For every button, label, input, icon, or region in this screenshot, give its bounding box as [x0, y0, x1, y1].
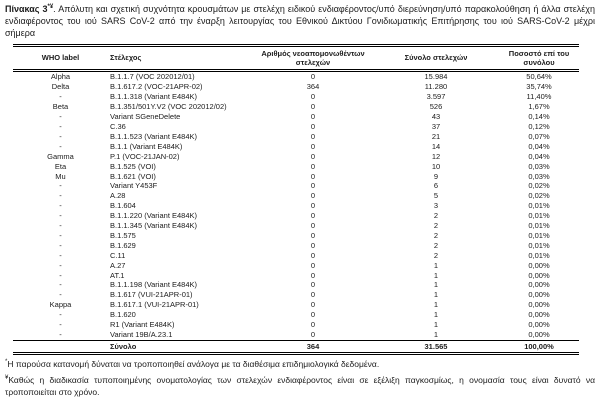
- cell-total-count: 21: [431, 131, 441, 141]
- cell-new-count: 0: [310, 240, 316, 250]
- cell-total-count: 11.280: [424, 82, 448, 92]
- cell-strain: Variant 19B/A.23.1: [110, 330, 173, 340]
- table-row: [13, 132, 579, 142]
- cell-percent: 0,00%: [528, 280, 550, 290]
- cell-percent: 0,01%: [528, 201, 550, 211]
- cell-who-label: Beta: [52, 102, 69, 112]
- cell-who-label: -: [59, 330, 62, 340]
- total-row: [13, 340, 579, 353]
- cell-new-count: 0: [310, 230, 316, 240]
- cell-who-label: -: [59, 191, 62, 201]
- table-header: [13, 45, 579, 71]
- cell-new-count: 0: [310, 92, 316, 102]
- table-row: [13, 290, 579, 300]
- cell-strain: B.1.1.7 (VOC 202012/01): [110, 72, 195, 82]
- cell-who-label: -: [59, 320, 62, 330]
- table-row: [13, 221, 579, 231]
- table-row: [13, 211, 579, 221]
- cell-strain: B.1.617.2 (VOC-21APR-02): [110, 82, 203, 92]
- cell-percent: 0,14%: [528, 112, 550, 122]
- table-row: [13, 320, 579, 330]
- cell-new-count: 0: [310, 280, 316, 290]
- cell-percent: 0,01%: [528, 221, 550, 231]
- cell-percent: 0,04%: [528, 141, 550, 151]
- cell-percent: 0,03%: [528, 161, 550, 171]
- cell-strain: AT.1: [110, 270, 125, 280]
- cell-percent: 0,00%: [528, 330, 550, 340]
- cell-who-label: -: [59, 240, 62, 250]
- cell-strain: C.11: [110, 250, 126, 260]
- cell-percent: 1,67%: [528, 102, 550, 112]
- cell-strain: B.1.604: [110, 201, 136, 211]
- cell-who-label: -: [59, 181, 62, 191]
- caption-footnote-markers: *¥: [47, 4, 54, 10]
- cell-total-count: 1: [433, 330, 439, 340]
- cell-who-label: -: [59, 112, 62, 122]
- cell-total-count: 15.984: [424, 72, 448, 82]
- footnote-2: [5, 374, 595, 399]
- table-row: [13, 82, 579, 92]
- table-caption: [5, 3, 595, 40]
- cell-who-label: -: [59, 221, 62, 231]
- cell-who-label: -: [59, 201, 62, 211]
- cell-total-count: 1: [433, 260, 439, 270]
- cell-who-label: -: [59, 141, 62, 151]
- cell-total-count: 12: [431, 151, 441, 161]
- cell-percent: 0,00%: [528, 290, 550, 300]
- cell-percent: 0,02%: [528, 191, 550, 201]
- cell-new-count: 0: [310, 102, 316, 112]
- caption-label: [5, 4, 53, 14]
- table-row: [13, 142, 579, 152]
- cell-new-count: 0: [310, 310, 316, 320]
- cell-who-label: -: [59, 92, 62, 102]
- footnote-1-marker: *: [5, 359, 8, 366]
- cell-who-label: Kappa: [49, 300, 72, 310]
- table-row: [13, 92, 579, 102]
- table-row: [13, 181, 579, 191]
- cell-total-count: 2: [433, 230, 439, 240]
- cell-who-label: Eta: [54, 161, 67, 171]
- total-new-count: 364: [306, 341, 320, 351]
- cell-total-count: 2: [433, 240, 439, 250]
- footnote-1-text: Η παρούσα κατανομή δύναται να τροποποιηθεί ανάλογα με τα διαθέσιμα επιδημιολογικά δεδομένα.: [7, 358, 380, 369]
- cell-total-count: 2: [433, 211, 439, 221]
- table-row: [13, 330, 579, 340]
- cell-new-count: 0: [310, 141, 316, 151]
- cell-who-label: -: [59, 310, 62, 320]
- cell-new-count: 0: [310, 270, 316, 280]
- cell-total-count: 526: [429, 102, 443, 112]
- cell-total-count: 1: [433, 290, 439, 300]
- table-row: [13, 152, 579, 162]
- cell-new-count: 0: [310, 181, 316, 191]
- table-row: [13, 172, 579, 182]
- table-row: [13, 251, 579, 261]
- cell-total-count: 6: [433, 181, 439, 191]
- cell-new-count: 0: [310, 221, 316, 231]
- header-who-label: WHO label: [41, 53, 80, 63]
- caption-number: Πίνακας 3: [5, 4, 48, 14]
- cell-new-count: 0: [310, 211, 316, 221]
- caption-text: . Απόλυτη και σχετική συχνότητα κρουσμάτων με στελέχη ειδικού ενδιαφέροντος/υπό διερεύνηση/υπό παρακολούθηση ή άλλα στελέχη ενδιαφέροντος του ιού SARS CoV-2 από την έναρξη λειτουργίας του Εθνικού Δικτύου Γονιδιωματικής Επιτήρησης του ιού SARS-CoV-2 μέχρι σήμερα: [5, 4, 595, 39]
- table-footer: [13, 340, 579, 353]
- header-row: [13, 45, 579, 71]
- cell-percent: 0,07%: [528, 131, 550, 141]
- cell-total-count: 43: [431, 112, 441, 122]
- cell-who-label: -: [59, 280, 62, 290]
- table-row: [13, 300, 579, 310]
- cell-total-count: 1: [433, 300, 439, 310]
- cell-who-label: -: [59, 290, 62, 300]
- cell-strain: B.1.1 (Variant E484K): [110, 141, 183, 151]
- table-row: [13, 271, 579, 281]
- cell-percent: 0,00%: [528, 320, 550, 330]
- cell-new-count: 0: [310, 171, 316, 181]
- cell-new-count: 0: [310, 330, 316, 340]
- cell-new-count: 0: [310, 151, 316, 161]
- cell-who-label: -: [59, 131, 62, 141]
- cell-strain: C.36: [110, 121, 126, 131]
- table-row: [13, 310, 579, 320]
- header-percent: Ποσοστό επί του συνόλου: [508, 48, 570, 68]
- footnote-2-marker: ¥: [5, 374, 9, 381]
- cell-total-count: 14: [431, 141, 441, 151]
- cell-strain: B.1.1.345 (Variant E484K): [110, 221, 197, 231]
- cell-percent: 0,00%: [528, 310, 550, 320]
- cell-new-count: 0: [310, 201, 316, 211]
- cell-strain: Variant SGeneDelete: [110, 112, 181, 122]
- table-row: [13, 231, 579, 241]
- cell-who-label: Alpha: [50, 72, 71, 82]
- cell-strain: B.1.1.198 (Variant E484K): [110, 280, 197, 290]
- cell-strain: A.28: [110, 191, 126, 201]
- cell-who-label: Mu: [55, 171, 66, 181]
- cell-total-count: 9: [433, 171, 439, 181]
- cell-who-label: -: [59, 260, 62, 270]
- cell-percent: 0,00%: [528, 260, 550, 270]
- cell-total-count: 1: [433, 320, 439, 330]
- cell-percent: 0,12%: [528, 121, 550, 131]
- cell-new-count: 0: [310, 72, 316, 82]
- header-strain: Στέλεχος: [110, 53, 142, 63]
- cell-percent: 0,00%: [528, 270, 550, 280]
- cell-new-count: 0: [310, 112, 316, 122]
- header-total-count: Σύνολο στελεχών: [404, 53, 468, 63]
- cell-strain: B.1.1.523 (Variant E484K): [110, 131, 197, 141]
- cell-total-count: 1: [433, 270, 439, 280]
- cell-new-count: 0: [310, 320, 316, 330]
- table-row: [13, 191, 579, 201]
- cell-total-count: 1: [433, 310, 439, 320]
- cell-strain: B.1.620: [110, 310, 136, 320]
- cell-total-count: 3: [433, 201, 439, 211]
- table-row: [13, 162, 579, 172]
- table-row: [13, 280, 579, 290]
- cell-strain: B.1.1.318 (Variant E484K): [110, 92, 197, 102]
- table-body: [13, 71, 579, 340]
- cell-who-label: [13, 340, 108, 353]
- cell-strain: B.1.525 (VOI): [110, 161, 156, 171]
- cell-percent: 11,40%: [526, 92, 552, 102]
- cell-strain: B.1.617.1 (VUI-21APR-01): [110, 300, 199, 310]
- cell-total-count: 2: [433, 221, 439, 231]
- cell-who-label: Gamma: [47, 151, 74, 161]
- cell-strain: B.1.1.220 (Variant E484K): [110, 211, 197, 221]
- table-row: [13, 112, 579, 122]
- cell-new-count: 0: [310, 191, 316, 201]
- cell-total-count: 3.597: [426, 92, 446, 102]
- total-label: Σύνολο: [110, 341, 137, 351]
- cell-percent: 0,02%: [528, 181, 550, 191]
- cell-percent: 0,01%: [528, 250, 550, 260]
- cell-percent: 0,01%: [528, 240, 550, 250]
- cell-strain: R1 (Variant E484K): [110, 320, 175, 330]
- table-row: [13, 71, 579, 82]
- cell-new-count: 0: [310, 300, 316, 310]
- cell-new-count: 0: [310, 290, 316, 300]
- table-row: [13, 241, 579, 251]
- cell-total-count: 1: [433, 280, 439, 290]
- cell-percent: 0,03%: [528, 171, 550, 181]
- cell-strain: A.27: [110, 260, 126, 270]
- cell-total-count: 5: [433, 191, 439, 201]
- table-row: [13, 102, 579, 112]
- cell-new-count: 0: [310, 161, 316, 171]
- cell-strain: B.1.617 (VUI-21APR-01): [110, 290, 193, 300]
- cell-total-count: 37: [431, 121, 441, 131]
- total-total-count: 31.565: [424, 341, 448, 351]
- cell-strain: P.1 (VOC-21JAN-02): [110, 151, 180, 161]
- cell-percent: 50,64%: [526, 72, 552, 82]
- total-percent: 100,00%: [524, 341, 554, 351]
- variants-table: [13, 44, 579, 355]
- cell-new-count: 0: [310, 131, 316, 141]
- cell-who-label: -: [59, 211, 62, 221]
- cell-new-count: 0: [310, 250, 316, 260]
- header-new-count: Αριθμός νεοαπομονωθέντων στελεχών: [261, 48, 365, 68]
- cell-total-count: 10: [431, 161, 441, 171]
- footnote-2-text: Καθώς η διαδικασία τυποποιημένης ονοματολογίας των στελεχών ενδιαφέροντος είναι σε εξέλιξη παγκοσμίως, η ονομασία τους είναι δυνατό να τροποποιείται στο χρόνο.: [5, 374, 595, 398]
- cell-who-label: Delta: [51, 82, 70, 92]
- table-row: [13, 261, 579, 271]
- cell-strain: B.1.351/501Y.V2 (VOC 202012/02): [110, 102, 227, 112]
- cell-strain: B.1.629: [110, 240, 136, 250]
- cell-new-count: 364: [306, 82, 320, 92]
- cell-who-label: -: [59, 250, 62, 260]
- cell-percent: 0,00%: [528, 300, 550, 310]
- table-row: [13, 122, 579, 132]
- cell-percent: 0,04%: [528, 151, 550, 161]
- cell-who-label: -: [59, 270, 62, 280]
- cell-who-label: -: [59, 121, 62, 131]
- cell-percent: 0,01%: [528, 211, 550, 221]
- table-row: [13, 201, 579, 211]
- footnote-1: [5, 358, 595, 371]
- cell-percent: 0,01%: [528, 230, 550, 240]
- cell-strain: B.1.575: [110, 230, 136, 240]
- cell-new-count: 0: [310, 121, 316, 131]
- cell-strain: Variant Y453F: [110, 181, 158, 191]
- cell-percent: 35,74%: [526, 82, 552, 92]
- cell-new-count: 0: [310, 260, 316, 270]
- cell-total-count: 2: [433, 250, 439, 260]
- cell-who-label: -: [59, 230, 62, 240]
- cell-strain: B.1.621 (VOI): [110, 171, 156, 181]
